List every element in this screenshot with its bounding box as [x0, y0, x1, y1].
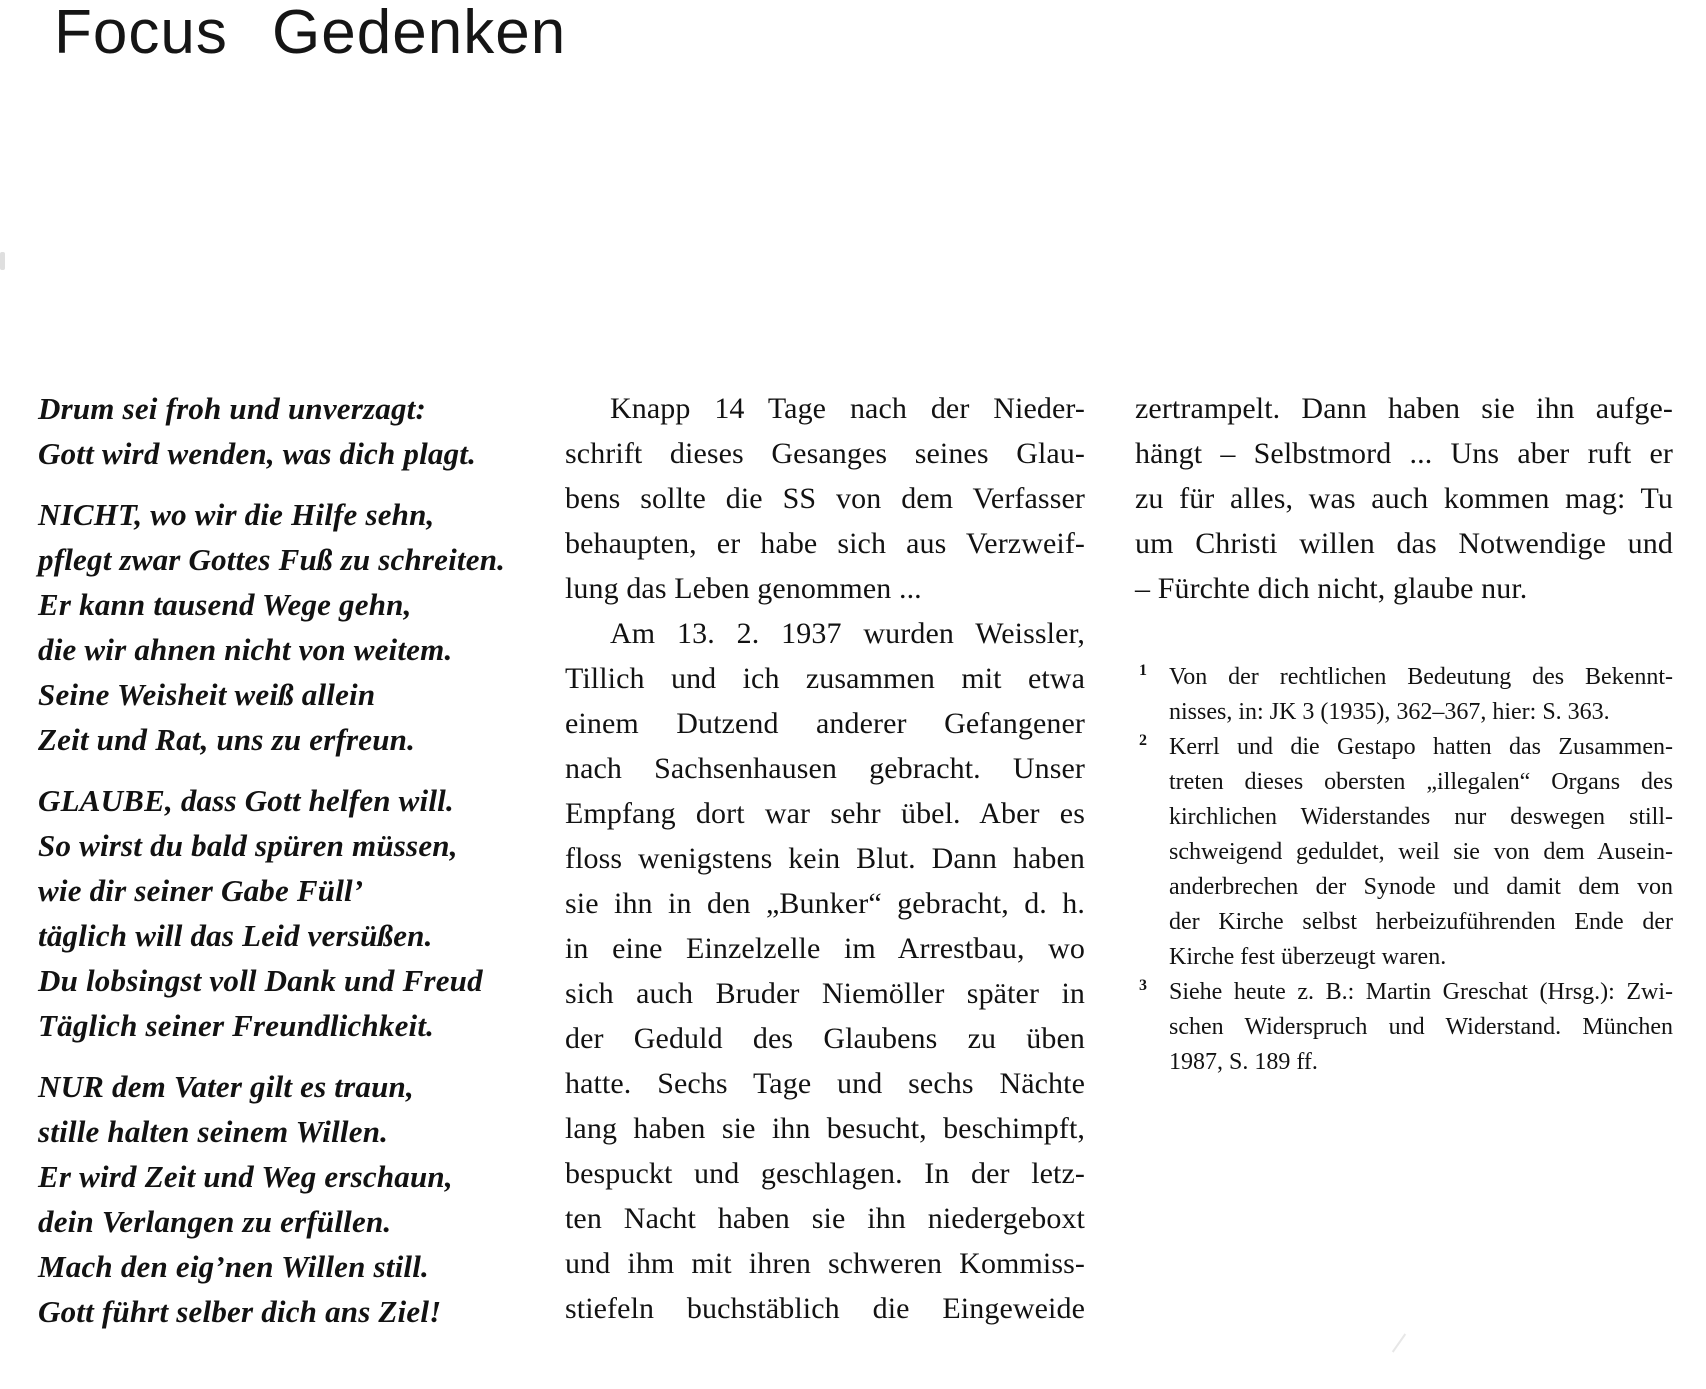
article-line: Tillich und ich zusammen mit etwa — [565, 662, 1085, 695]
article-line: ten Nacht haben sie ihn niedergeboxt — [565, 1202, 1085, 1235]
poem-line: Er kann tausend Wege gehn, — [38, 587, 412, 622]
scan-artifact — [0, 252, 5, 270]
article-line: behaupten, er habe sich aus Verzweif- — [565, 527, 1085, 560]
article-line: sie ihn in den „Bunker“ gebracht, d. h. — [565, 887, 1085, 920]
poem-stanza-2 — [38, 492, 538, 762]
article-paragraph-2 — [565, 611, 1085, 1331]
footnote-2 — [1135, 730, 1673, 975]
article-paragraph-1 — [565, 386, 1085, 611]
footnote-number: 1 — [1139, 662, 1147, 679]
footnotes-section — [1135, 660, 1673, 1080]
poem-line: die wir ahnen nicht von weitem. — [38, 632, 453, 667]
article-line: bens sollte die SS von dem Verfasser — [565, 482, 1085, 515]
article-line: in eine Einzelzelle im Arrestbau, wo — [565, 932, 1085, 965]
poem-line: NICHT, wo wir die Hilfe sehn, — [38, 497, 435, 532]
poem-line: pflegt zwar Gottes Fuß zu schreiten. — [38, 542, 506, 577]
footnote-line: treten dieses obersten „illegalen“ Organs des — [1169, 769, 1673, 795]
article-line: lung das Leben genommen ... — [565, 572, 922, 605]
article-line: zertrampelt. Dann haben sie ihn aufge- — [1135, 392, 1673, 425]
poem-stanza-4 — [38, 1064, 538, 1334]
poem-line: Drum sei froh und unverzagt: — [38, 391, 427, 426]
footnote-line: Siehe heute z. B.: Martin Greschat (Hrsg.): Zwi- — [1169, 979, 1673, 1005]
article-line: bespuckt und geschlagen. In der letz- — [565, 1157, 1085, 1190]
article-column-middle — [565, 386, 1085, 1331]
page-title: Focus Gedenken — [54, 0, 567, 67]
article-line: lang haben sie ihn besucht, beschimpft, — [565, 1112, 1085, 1145]
poem-stanza-3 — [38, 778, 538, 1048]
poem-line: dein Verlangen zu erfüllen. — [38, 1204, 392, 1239]
article-line: nach Sachsenhausen gebracht. Unser — [565, 752, 1085, 785]
footnote-line: Kerrl und die Gestapo hatten das Zusammen- — [1169, 734, 1673, 760]
poem-line: Er wird Zeit und Weg erschaun, — [38, 1159, 453, 1194]
article-line: schrift dieses Gesanges seines Glau- — [565, 437, 1085, 470]
poem-stanza-1 — [38, 386, 538, 476]
poem-line: Gott führt selber dich ans Ziel! — [38, 1294, 442, 1329]
article-line: um Christi willen das Notwendige und — [1135, 527, 1673, 560]
article-line: hängt – Selbstmord ... Uns aber ruft er — [1135, 437, 1673, 470]
article-line: – Fürchte dich nicht, glaube nur. — [1135, 572, 1528, 605]
footnote-line: 1987, S. 189 ff. — [1169, 1049, 1318, 1075]
article-line: Empfang dort war sehr übel. Aber es — [565, 797, 1085, 830]
poem-column — [38, 386, 538, 1350]
scan-artifact — [1392, 1333, 1406, 1352]
article-line: Knapp 14 Tage nach der Nieder- — [610, 392, 1085, 425]
article-column-right — [1135, 386, 1673, 1080]
poem-line: stille halten seinem Willen. — [38, 1114, 389, 1149]
article-line: Am 13. 2. 1937 wurden Weissler, — [610, 617, 1085, 650]
article-line: und ihm mit ihren schweren Kommiss- — [565, 1247, 1085, 1280]
poem-line: Täglich seiner Freundlichkeit. — [38, 1008, 435, 1043]
footnote-3 — [1135, 975, 1673, 1080]
article-line: der Geduld des Glaubens zu üben — [565, 1022, 1085, 1055]
footnote-line: Von der rechtlichen Bedeutung des Bekennt- — [1169, 664, 1673, 690]
poem-line: GLAUBE, dass Gott helfen will. — [38, 783, 454, 818]
footnote-1 — [1135, 660, 1673, 730]
poem-line: NUR dem Vater gilt es traun, — [38, 1069, 414, 1104]
poem-line: Seine Weisheit weiß allein — [38, 677, 376, 712]
article-paragraph-continued — [1135, 386, 1673, 611]
footnote-line: schen Widerspruch und Widerstand. München — [1169, 1014, 1673, 1040]
footnote-line: Kirche fest überzeugt waren. — [1169, 944, 1447, 970]
footnote-line: kirchlichen Widerstandes nur deswegen still- — [1169, 804, 1673, 830]
article-line: zu für alles, was auch kommen mag: Tu — [1135, 482, 1673, 515]
article-line: sich auch Bruder Niemöller später in — [565, 977, 1085, 1010]
poem-line: täglich will das Leid versüßen. — [38, 918, 433, 953]
poem-line: So wirst du bald spüren müssen, — [38, 828, 458, 863]
poem-line: Mach den eig’nen Willen still. — [38, 1249, 429, 1284]
poem-line: Zeit und Rat, uns zu erfreun. — [38, 722, 416, 757]
footnote-number: 2 — [1139, 732, 1147, 749]
footnote-line: anderbrechen der Synode und damit dem von — [1169, 874, 1673, 900]
poem-line: wie dir seiner Gabe Füll’ — [38, 873, 364, 908]
poem-line: Du lobsingst voll Dank und Freud — [38, 963, 483, 998]
poem-line: Gott wird wenden, was dich plagt. — [38, 436, 477, 471]
article-line: einem Dutzend anderer Gefangener — [565, 707, 1085, 740]
footnote-number: 3 — [1139, 977, 1147, 994]
article-line: hatte. Sechs Tage und sechs Nächte — [565, 1067, 1085, 1100]
article-line: floss wenigstens kein Blut. Dann haben — [565, 842, 1085, 875]
footnote-line: nisses, in: JK 3 (1935), 362–367, hier: S. 363. — [1169, 699, 1610, 725]
footnote-line: der Kirche selbst herbeizuführenden Ende der — [1169, 909, 1673, 935]
footnote-line: schweigend geduldet, weil sie von dem Ausein- — [1169, 839, 1673, 865]
article-line: stiefeln buchstäblich die Eingeweide — [565, 1292, 1085, 1325]
